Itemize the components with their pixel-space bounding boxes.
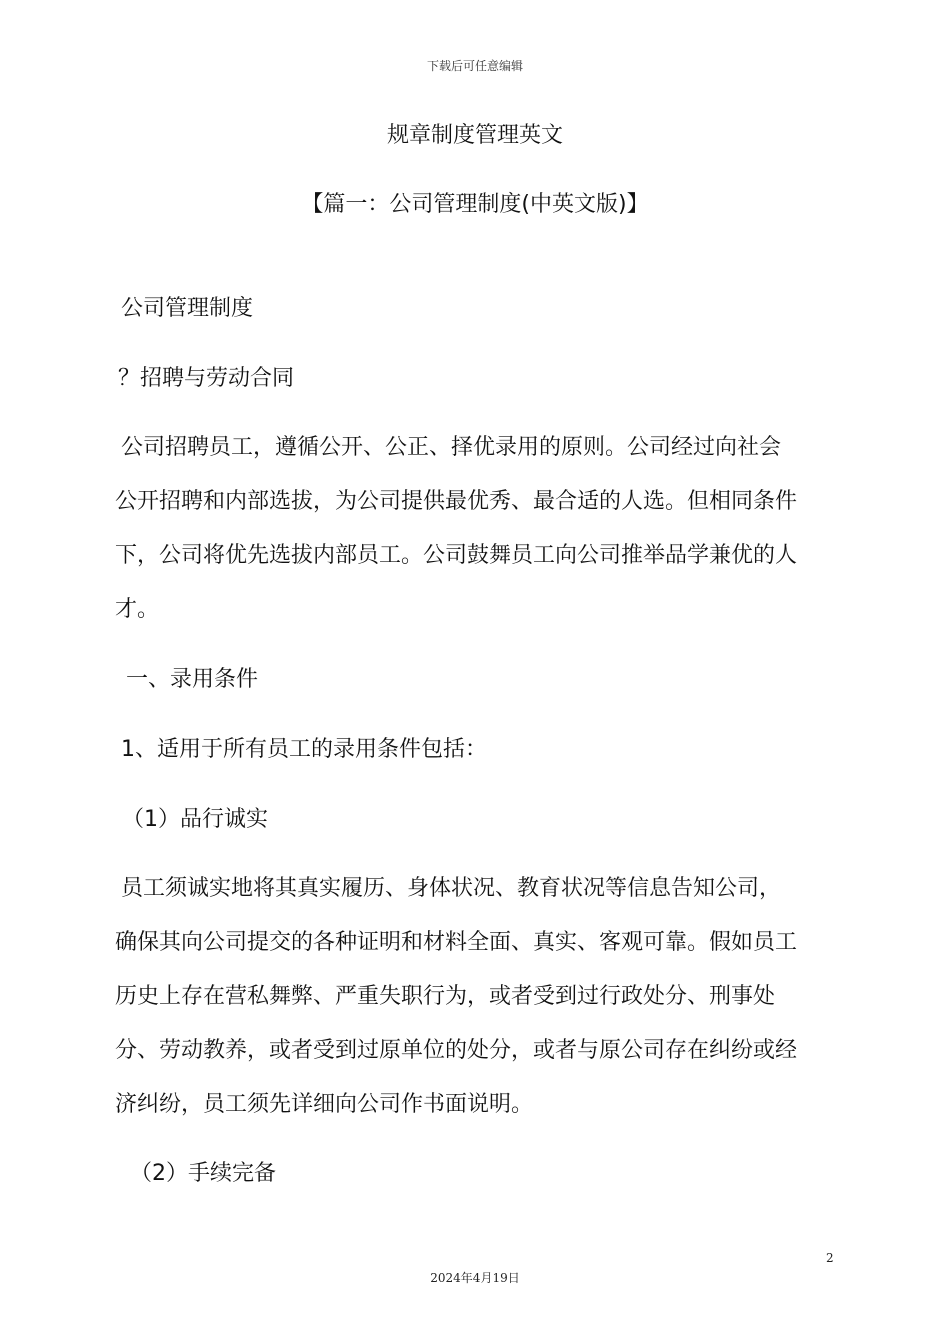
paragraph-line: 员工须诚实地将其真实履历、身体状况、教育状况等信息告知公司， — [121, 876, 782, 901]
document-title: 规章制度管理英文 — [386, 123, 563, 148]
paragraph-line: 公司招聘员工，遵循公开、公正、择优录用的原则。公司经过向社会 — [121, 435, 782, 460]
paragraph-line: 历史上存在营私舞弊、严重失职行为，或者受到过行政处分、刑事处 — [115, 984, 776, 1009]
paragraph-line: 确保其向公司提交的各种证明和材料全面、真实、客观可靠。假如员工 — [115, 930, 798, 955]
header-note: 下载后可任意编辑 — [426, 59, 523, 73]
paragraph-line: 下，公司将优先选拔内部员工。公司鼓舞员工向公司推举品学兼优的人 — [115, 543, 798, 568]
document-subtitle: 【篇一：公司管理制度(中英文版)】 — [301, 192, 649, 217]
subsection-title: ？招聘与劳动合同 — [118, 366, 295, 391]
list-item: （2）手续完备 — [130, 1161, 276, 1186]
paragraph-line: 分、劳动教养，或者受到过原单位的处分，或者与原公司存在纠纷或经 — [115, 1038, 798, 1063]
heading-hiring-conditions: 一、录用条件 — [126, 667, 259, 692]
page-number: 2 — [826, 1251, 834, 1265]
section-title: 公司管理制度 — [121, 296, 254, 321]
list-item: 1、适用于所有员工的录用条件包括： — [121, 737, 487, 762]
paragraph-line: 公开招聘和内部选拔，为公司提供最优秀、最合适的人选。但相同条件 — [115, 489, 798, 514]
list-item: （1）品行诚实 — [122, 807, 268, 832]
paragraph-line: 才。 — [115, 597, 160, 622]
footer-date: 2024年4月19日 — [430, 1271, 520, 1285]
paragraph-line: 济纠纷，员工须先详细向公司作书面说明。 — [115, 1092, 534, 1117]
